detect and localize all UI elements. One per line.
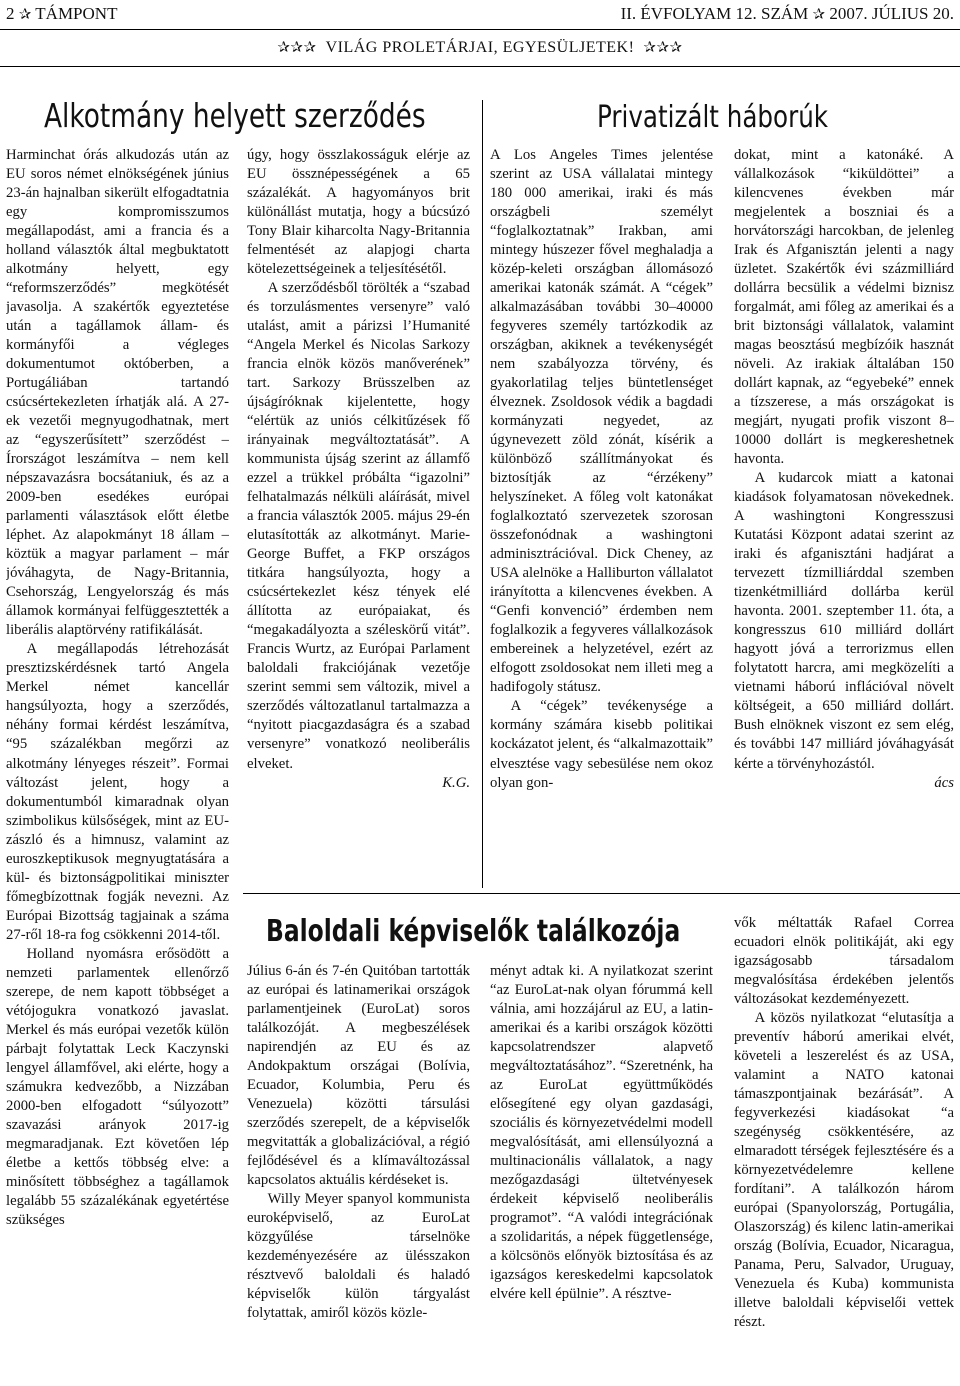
paragraph: A megállapodás létrehozását presztizskérdésnek tartó Angela Merkel német kancellár hangsúlyozta, hogy a szerződés, néhány formai kérdést leszámítva, “95 százalékban megőrzi az alkotmány lényeges részeit”. Formai változást jelent, hogy a dokumentumból kimaradnak olyan szimbolikus külsőségek, mint az EU-zászló és a himnusz, valamint az euroszkeptikusok megnyugtatására a kül- és biztonságpolitikai miniszter főmegbízottnak fogják nevezni. Az Európai Bizottság tagjainak a száma 27-ről 18-ra fog csökkenni 2014-től.: [6, 641, 229, 943]
slogan-text: VILÁG PROLETÁRJAI, EGYESÜLJETEK!: [325, 39, 635, 56]
article-title: Alkotmány helyett szerződés: [44, 96, 426, 135]
paragraph: Holland nyomásra erősödött a nemzeti parlamentek ellenőrző szerepe, de nem kapott többséget a vétójogukra vonatkozó javaslat. Merkel és más európai vezetők külön párbajt folytattak Leck Kaczynski lengyel államfővel, aki elérte, hogy a számukra kedvezőbb, a Nizzában 2000-ben elfogadott “súlyozott” szavazási arányok 2017-ig megmaradjanak. Ezt követően lép életbe a kettős többség elve: a minősített többséghez a tagállamok legalább 55 százalékának egyetértése szükséges: [6, 945, 229, 1228]
header-left: [6, 4, 117, 24]
section-rule: [243, 893, 960, 894]
paragraph: A Los Angeles Times jelentése szerint az USA vállalatai mintegy 180 000 amerikai, iraki és más országbeli személyt “foglalkoztatnak” Irakban, ami mintegy húszezer fővel meghaladja a közép-keleti országban állomásozó amerikai katonák számát. A “cégek” alkalmazásában további 30–40000 fegyveres személy tartózkodik az országban, akiknek a tevékenységét nem szabályozza törvény, és gyakorlatilag teljes büntetlenséget élveznek. Zsoldosok védik a bagdadi kormányzati negyedet, az úgynevezett zöld zónát, kísérik a különböző szállítmányokat és biztosítják az “érzékeny” helyszíneket. A főleg volt katonákat foglalkoztató szervezetek szorosan összefonódnak a washingtoni adminisztrációval. Dick Cheney, az USA alelnöke a Halliburton vállalatot irányította a kilencvenes években. A “Genfi konvenció” érdemben nem foglalkozik a fegyveres vállalkozások embereinek a helyzetével, ezért az elfogott zsoldosokat nem illeti meg a hadifogoly státusz.: [490, 147, 713, 696]
stars-icon: ✰✰✰: [643, 38, 683, 56]
paragraph: Július 6-án és 7-én Quitóban tartották az európai és latinamerikai országok parlamentjeinek (EuroLat) soros találkozóját. A megbeszélések napirendjén az EU és az Andokpaktum országai (Bolívia, Ecuador, Kolumbia, Peru és Venezuela) közötti társulási szerződés szerepelt, de a képviselők megvitatták a globalizációval, a régió fejlődésével és a klímaváltozással kapcsolatos aktuális kérdéseket is.: [247, 963, 470, 1189]
issue-date: 2007. JÚLIUS 20.: [829, 4, 954, 23]
article-title: Privatizált háborúk: [597, 100, 829, 135]
paragraph: A közös nyilatkozat “elutasítja a preventív háború amerikai elvét, követeli a leszerelést és az USA, valamint a NATO katonai támaszpontjainak bezárását”. A fegyverkezési kiadásokat “a szegénység csökkentésére, az elmaradott térségek fejlesztésére és a környezetvédelemre kellene fordítani”. A találkozón három európai (Spanyolország, Portugália, Olaszország) és kilenc latin-amerikai ország (Bolívia, Ecuador, Nicaragua, Panama, Peru, Salvador, Uruguay, Venezuela és Kuba) kommunista illetve baloldali képviselői vettek részt.: [734, 1010, 954, 1331]
paragraph: úgy, hogy összlakosságuk elérje az EU össznépességének a 65 százalékát. A hagyományos brit különállást mutatja, hogy a búcsúzó Tony Blair kiharcolta Nagy-Britannia felmentését az alapjogi charta kötelezettségeinek a teljesítésétől.: [247, 147, 470, 278]
article-column: [6, 146, 229, 1382]
article-column: [734, 914, 954, 1382]
page-number: 2: [6, 4, 15, 23]
paragraph: A szerződésből törölték a “szabad és torzulásmentes versenyre” való utalást, amit a párizsi l’Humanité “Angela Merkel és Nicolas Sarkozy francia elnök közös manőverének” tart. Sarkozy Brüsszelben az újságíróknak kijelentette, hogy “elértük az uniós célkitűzések fő irányainak megváltoztatását”. A kommunista újság szerint az államfő ezzel a trükkel próbálta “igazolni” felhatalmazás nélküli aláírását, mivel a francia választók 2005. május 29-én elutasították az alkotmányt. Marie-George Buffet, a FKP országos titkára hangsúlyozta, hogy a csúcsértekezlet kész tények elé állította az európaiakat, és “megakadályozta a széleskörű vitát”. Francis Wurtz, az Európai Parlament baloldali frakciójának vezetője szerint semmi sem változik, mivel a szerződés változatlanul tartalmazza a “nyitott piacgazdaságra és a szabad versenyre” vonatkozó neoliberális elveket.: [247, 280, 470, 772]
article-column: [734, 146, 954, 884]
stars-icon: ✰✰✰: [277, 38, 317, 56]
volume-issue: II. ÉVFOLYAM 12. SZÁM: [620, 4, 809, 23]
paragraph: A kudarcok miatt a katonai kiadások folyamatosan növekednek. A washingtoni Kongresszusi Kutatási Központ adatai szerint az iraki és afganisztáni hadjárat a tervezett tízmilliárddal szemben tizenkétmilliárd dollárba kerül havonta. 2001. szeptember 11. óta, a kongresszus 610 milliárd dollárt hagyott jóvá a terrorizmus ellen folytatott harcra, ami megközelíti a vietnami háború inflációval növelt költségeit, a 650 milliárd dollárt. Bush elnöknek viszont ez sem elég, és további 147 milliárd jóváhagyását kérte a törvényhozástól.: [734, 470, 954, 772]
header-right: [621, 4, 954, 24]
author-signature: ács: [934, 774, 954, 791]
paragraph: Harminchat órás alkudozás után az EU soros német elnökségének június 23-án hajnalban sikerült elfogadtatnia egy kompromisszumos megállapodást, ami a francia és a holland választók által megbuktatott alkotmány helyett, egy “reformszerződés” megkötését javasolja. A szakértők egyeztetése után a tagállamok állam- és kormányfői a végleges dokumentumot októberben, a Portugáliában tartandó csúcsértekezleten írhatják alá. A 27-ek vezetői megnyugodhatnak, mert az “egyszerűsített” szerződést – Írországot leszámítva – nem kell népszavazásra bocsátaniuk, és az a 2009-ben esedékes európai parlamenti választások előtt életbe léphet. Az alapokmányt 18 állam – köztük a magyar parlament – már jóváhagyta, de Nagy-Britannia, Csehország, Lengyelország és más államok kormányai felfüggesztették a liberális alaptörvény ratifikálását.: [6, 147, 229, 639]
column-divider: [482, 100, 483, 888]
author-signature: K.G.: [442, 774, 470, 791]
header-rule: [0, 29, 960, 30]
article-column: [490, 146, 713, 884]
star-icon: ✰: [18, 5, 32, 23]
slogan-rule: [0, 66, 960, 67]
paragraph: Willy Meyer spanyol kommunista euroképviselő, az EuroLat közgyűlése társelnöke kezdeményezésére az ülésszakon résztvevő baloldali és haladó képviselők külön tárgyalást folytattak, amiről közös közle-: [247, 1191, 470, 1322]
article-column: [247, 962, 470, 1382]
paper-name: TÁMPONT: [35, 4, 118, 23]
paragraph: dokat, mint a katonáké. A vállalkozások “kiküldöttei” a kilencvenes években már megjelentek a boszniai és a horvátországi harcokban, de jelenleg Irak és Afganisztán jelenti a nagy üzletet. Szakértők évi százmilliárd dollárra becsülik a védelmi biznisz forgalmát, ami főleg az amerikai és a brit biztonsági vállalatok, valamint magas beosztású megbízóik hasznát növeli. Az irakiak általában 150 dollárt kapnak, az “egyebeké” ennek a tízszerese, a más országokat is megjárt, nyugati profik viszont 8–10000 dollárt is megkereshetnek havonta.: [734, 147, 954, 468]
star-icon: ✰: [812, 5, 826, 23]
paragraph: vők méltatták Rafael Correa ecuadori elnök politikáját, aki egy igazságosabb társadalom megvalósítása érdekében jelentős változásokat kezdeményezett.: [734, 915, 954, 1008]
article-column: [490, 962, 713, 1382]
article-column: [247, 146, 470, 896]
page-header: [6, 4, 954, 26]
slogan: [0, 38, 960, 57]
article-title: Baloldali képviselők találkozója: [266, 914, 681, 949]
paragraph: ményt adtak ki. A nyilatkozat szerint “az EuroLat-nak olyan fórummá kell válnia, ami hozzájárul az EU, a latin-amerikai és a karibi országok közötti kapcsolatrendszer alapvető megváltoztatásához”. “Szeretnénk, ha az EuroLat együttműködés elősegítené egy olyan gazdasági, szociális és környezetvédelmi modell megvalósítását, ami ellensúlyozná a multinacionális vállalatok, a nagy mezőgazdasági ültetvényesek érdekeit képviselő neoliberális programot”. “A valódi integrációnak a szolidaritás, a népek függetlensége, a kölcsönös előnyök biztosítása és az igazságos kereskedelmi kapcsolatok elvére kell épülnie”. A résztve-: [490, 963, 713, 1303]
paragraph: A “cégek” tevékenysége a kormány számára kisebb politikai kockázatot jelent, és “alkalmazottaik” elvesztése vagy sebesülése nem okoz olyan gon-: [490, 698, 713, 791]
